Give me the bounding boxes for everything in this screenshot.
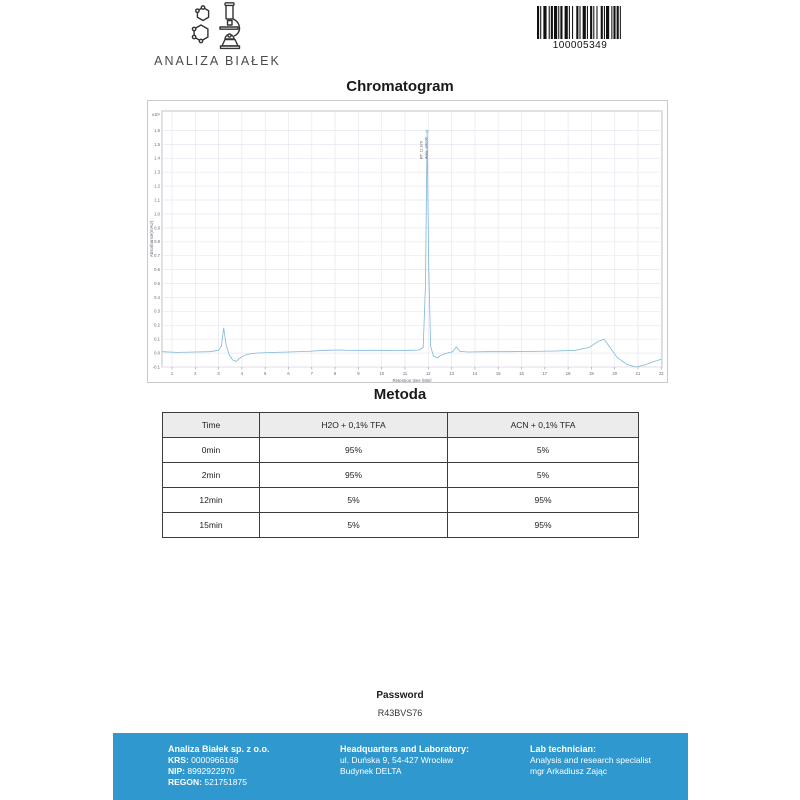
svg-text:5: 5 (264, 371, 267, 376)
company-regon (168, 777, 270, 788)
microscope-molecules-icon (186, 2, 250, 52)
svg-text:Area: 100.00: Area: 100.00 (424, 137, 429, 159)
svg-text:0.2: 0.2 (154, 322, 160, 328)
nip-label: NIP: (168, 766, 185, 776)
table-cell: 5% (260, 488, 448, 513)
svg-text:0.5: 0.5 (154, 280, 160, 286)
technician-title: Lab technician: (530, 744, 597, 754)
svg-text:0.3: 0.3 (154, 308, 160, 314)
password-label: Password (376, 690, 424, 701)
technician-role: Analysis and research specialist (530, 755, 651, 765)
svg-text:1.1: 1.1 (154, 197, 160, 203)
regon-label: REGON: (168, 777, 202, 787)
footer-company-info (168, 744, 270, 788)
table-cell: 15min (163, 513, 260, 538)
chromatogram-plot (148, 101, 667, 382)
svg-text:18: 18 (565, 371, 571, 376)
column-header-acn: ACN + 0,1% TFA (448, 413, 639, 438)
headquarters-building: Budynek DELTA (340, 766, 402, 776)
svg-text:22: 22 (658, 371, 664, 376)
table-cell: 5% (448, 463, 639, 488)
barcode-bars-image (537, 6, 623, 39)
svg-text:1.0: 1.0 (154, 211, 160, 217)
table-header-row (163, 413, 639, 438)
company-krs (168, 755, 270, 766)
table-cell: 5% (260, 513, 448, 538)
table-cell: 95% (448, 513, 639, 538)
column-header-time: Time (163, 413, 260, 438)
svg-text:16: 16 (519, 371, 524, 376)
regon-value: 521751875 (204, 777, 247, 787)
svg-text:15: 15 (495, 371, 501, 376)
svg-text:17: 17 (542, 371, 548, 376)
table-cell: 2min (163, 463, 260, 488)
table-cell: 5% (448, 438, 639, 463)
barcode-value: 100005349 (552, 40, 608, 51)
password-value: R43BVS76 (377, 708, 423, 718)
company-logo (140, 2, 295, 68)
svg-text:0.8: 0.8 (154, 239, 160, 245)
svg-text:RT: 11.970: RT: 11.970 (419, 140, 424, 159)
svg-text:13: 13 (449, 371, 454, 376)
footer-headquarters (340, 744, 469, 777)
svg-text:3: 3 (217, 371, 220, 376)
brand-name: ANALIZA BIAŁEK (154, 54, 281, 68)
svg-text:0.4: 0.4 (154, 294, 160, 300)
method-table (162, 412, 639, 538)
svg-text:14: 14 (472, 371, 478, 376)
svg-text:1.6: 1.6 (154, 127, 160, 133)
svg-text:Absorbance(mAU): Absorbance(mAU) (149, 220, 154, 258)
method-title: Metoda (373, 386, 427, 403)
barcode (535, 6, 625, 51)
table-row (163, 463, 639, 488)
company-nip (168, 766, 270, 777)
svg-text:6: 6 (287, 371, 290, 376)
krs-value: 0000966168 (191, 755, 239, 765)
svg-text:10: 10 (379, 371, 385, 376)
headquarters-address: ul. Duńska 9, 54-427 Wrocław (340, 755, 454, 765)
table-cell: 95% (260, 438, 448, 463)
table-row (163, 488, 639, 513)
technician-name: mgr Arkadiusz Zając (530, 766, 607, 776)
svg-text:Retention time [Min]: Retention time [Min] (392, 378, 432, 382)
svg-text:1.5: 1.5 (154, 141, 160, 147)
chromatogram-chart (147, 100, 668, 383)
svg-text:21: 21 (635, 371, 641, 376)
svg-text:1: 1 (170, 371, 174, 376)
svg-text:-0.1: -0.1 (152, 364, 160, 370)
footer (113, 733, 688, 800)
footer-technician (530, 744, 651, 777)
chromatogram-title: Chromatogram (346, 78, 454, 95)
svg-text:19: 19 (589, 371, 594, 376)
method-table-head (163, 413, 639, 438)
table-cell: 0min (163, 438, 260, 463)
table-cell: 12min (163, 488, 260, 513)
svg-text:0.6: 0.6 (154, 267, 160, 272)
svg-text:8: 8 (333, 371, 337, 376)
column-header-h2o: H2O + 0,1% TFA (260, 413, 448, 438)
table-row (163, 438, 639, 463)
svg-text:12: 12 (425, 371, 431, 376)
svg-text:7: 7 (310, 371, 313, 376)
table-cell: 95% (260, 463, 448, 488)
password-section (0, 690, 800, 718)
nip-value: 8992922970 (187, 766, 235, 776)
svg-text:2: 2 (194, 371, 197, 376)
svg-text:20: 20 (612, 371, 618, 376)
table-cell: 95% (448, 488, 639, 513)
krs-label: KRS: (168, 755, 189, 765)
headquarters-title: Headquarters and Laboratory: (340, 744, 470, 754)
svg-text:0.0: 0.0 (154, 350, 160, 356)
svg-text:1.3: 1.3 (154, 169, 160, 175)
svg-text:0.9: 0.9 (154, 225, 160, 231)
svg-text:1.4: 1.4 (154, 155, 160, 161)
svg-text:4: 4 (240, 371, 244, 376)
svg-text:11: 11 (402, 371, 408, 376)
svg-text:0.7: 0.7 (154, 253, 160, 259)
svg-text:0.1: 0.1 (154, 336, 160, 342)
svg-text:1.2: 1.2 (154, 183, 160, 189)
company-name: Analiza Białek sp. z o.o. (168, 744, 270, 754)
svg-text:x10¹: x10¹ (151, 112, 160, 117)
svg-text:9: 9 (357, 371, 360, 376)
method-table-body (163, 438, 639, 538)
table-row (163, 513, 639, 538)
